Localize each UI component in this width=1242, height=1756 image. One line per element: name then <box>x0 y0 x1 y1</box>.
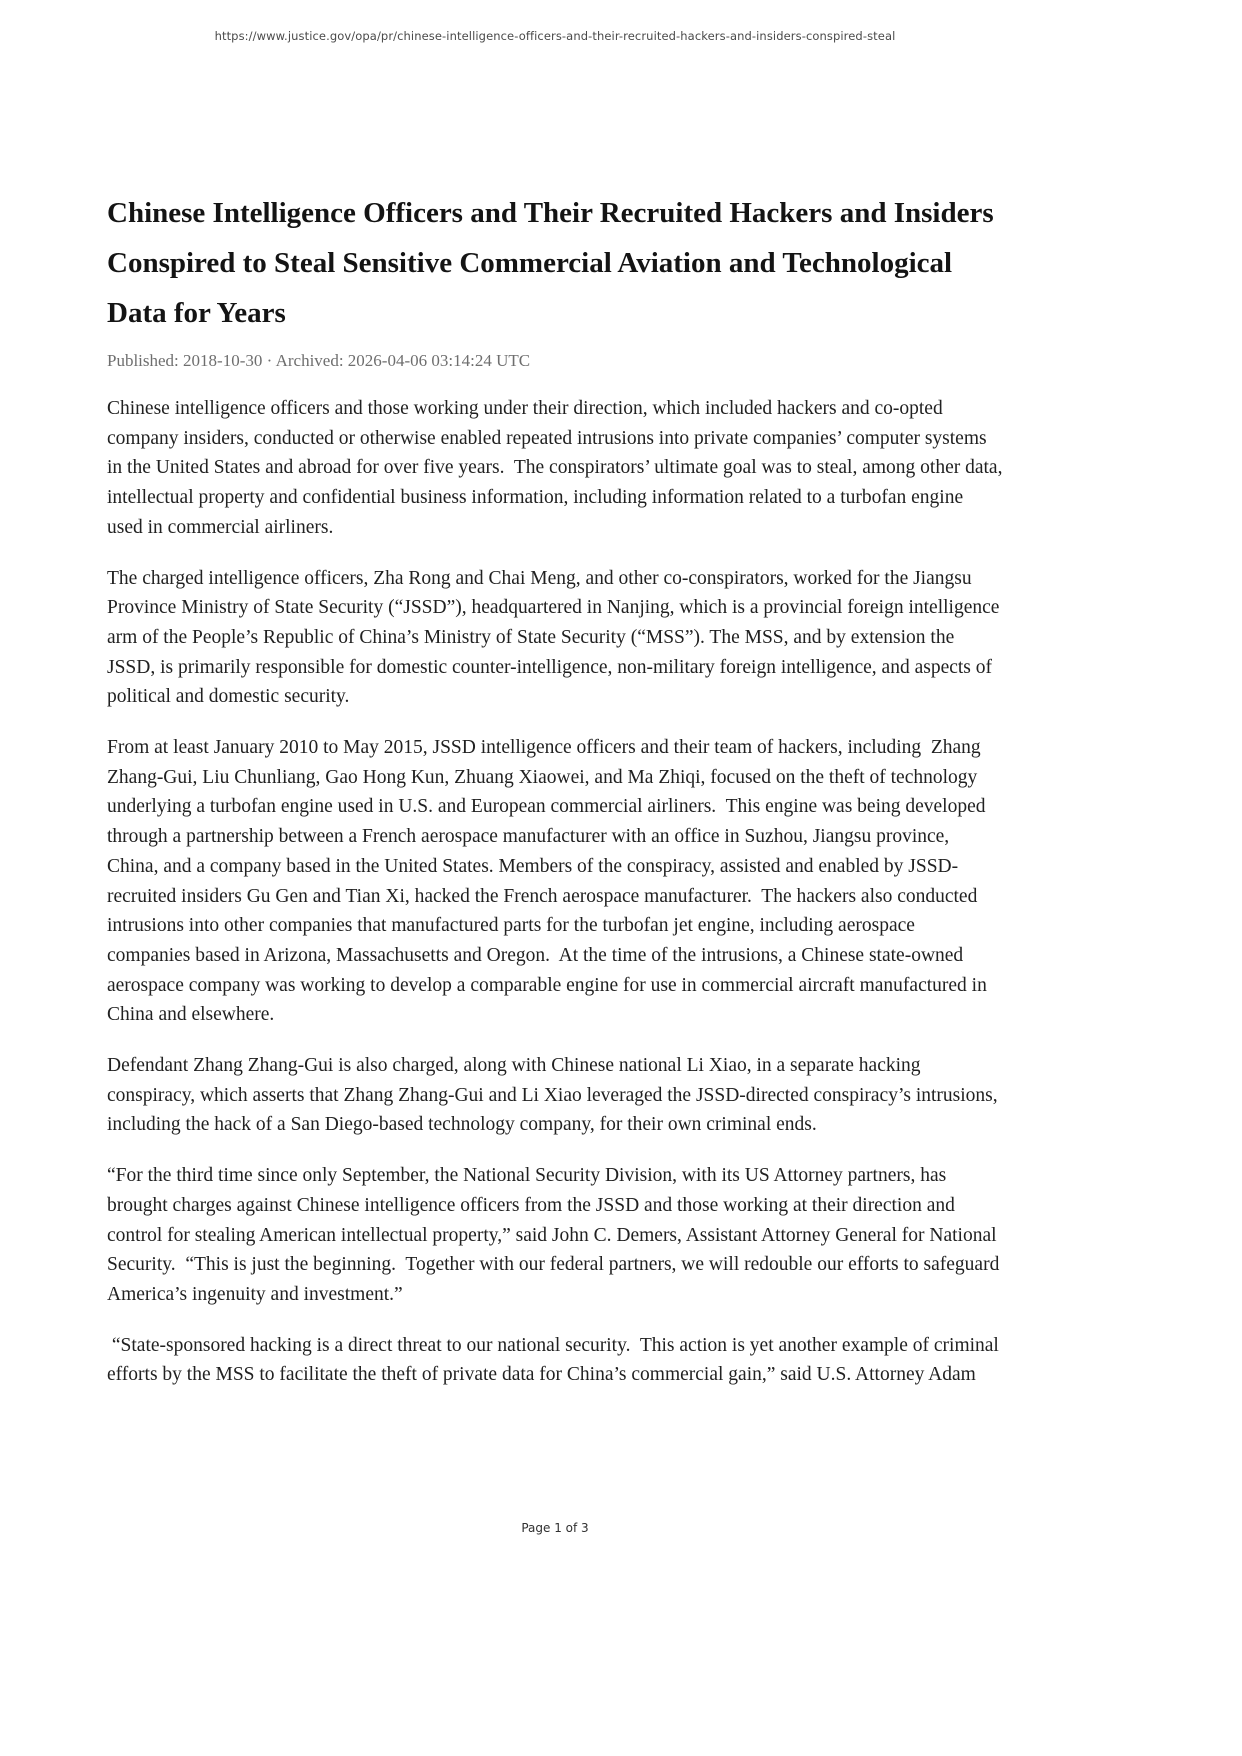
source-url: https://www.justice.gov/opa/pr/chinese-intelligence-officers-and-their-recruited-hackers-and-insiders-conspired-steal <box>214 29 896 43</box>
paragraph-6: “State-sponsored hacking is a direct threat to our national security. This action is yet another example of criminal efforts by the MSS to facilitate the theft of private data for China’s commercial gain,” said U.S. Attorney Adam <box>107 1334 1004 1386</box>
paragraph-4: Defendant Zhang Zhang-Gui is also charged, along with Chinese national Li Xiao, in a separate hacking conspiracy, which asserts that Zhang Zhang-Gui and Li Xiao leveraged the JSSD-directed conspiracy’s intrusions, including the hack of a San Diego-based technology company, for their own criminal ends. <box>107 1055 1003 1136</box>
article-title: Chinese Intelligence Officers and Their Recruited Hackers and Insiders Conspired to Steal Sensitive Commercial Aviation and Technological Data for Years <box>107 197 994 329</box>
paragraph-2: The charged intelligence officers, Zha Rong and Chai Meng, and other co-conspirators, worked for the Jiangsu Province Ministry of State Security (“JSSD”), headquartered in Nanjing, which is a provincial foreign intelligence arm of the People’s Republic of China’s Ministry of State Security (“MSS”). The MSS, and by extension the JSSD, is primarily responsible for domestic counter-intelligence, non-military foreign intelligence, and aspects of political and domestic security. <box>107 567 1005 708</box>
paragraph-5: “For the third time since only September, the National Security Division, with its US Attorney partners, has brought charges against Chinese intelligence officers from the JSSD and those working at their direction and control for stealing American intellectual property,” said John C. Demers, Assistant Attorney General for National Security. “This is just the beginning. Together with our federal partners, we will redouble our efforts to safeguard America’s ingenuity and investment.” <box>107 1165 1004 1305</box>
paragraph-1: Chinese intelligence officers and those working under their direction, which included hackers and co-opted company insiders, conducted or otherwise enabled repeated intrusions into private companies’ computer systems in the United States and abroad for over five years. The conspirators’ ultimate goal was to steal, among other data, intellectual property and confidential business information, including information related to a turbofan engine used in commercial airliners. <box>107 398 1008 538</box>
paragraph-3: From at least January 2010 to May 2015, JSSD intelligence officers and their team of hackers, including Zhang Zhang-Gui, Liu Chunliang, Gao Hong Kun, Zhuang Xiaowei, and Ma Zhiqi, focused on the theft of technology underlying a turbofan engine used in U.S. and European commercial airliners. This engine was being developed through a partnership between a French aerospace manufacturer with an office in Suzhou, Jiangsu province, China, and a company based in the United States. Members of the conspiracy, assisted and enabled by JSSD-recruited insiders Gu Gen and Tian Xi, hacked the French aerospace manufacturer. The hackers also conducted intrusions into other companies that manufactured parts for the turbofan jet engine, including aerospace companies based in Arizona, Massachusetts and Oregon. At the time of the intrusions, a Chinese state-owned aerospace company was working to develop a comparable engine for use in commercial aircraft manufactured in China and elsewhere. <box>107 737 992 1026</box>
page-footer <box>107 1521 1003 1535</box>
article <box>107 0 1008 1390</box>
article-meta: Published: 2018-10-30 · Archived: 2026-04-06 03:14:24 UTC <box>107 351 531 370</box>
page-number: Page 1 of 3 <box>521 1521 589 1535</box>
